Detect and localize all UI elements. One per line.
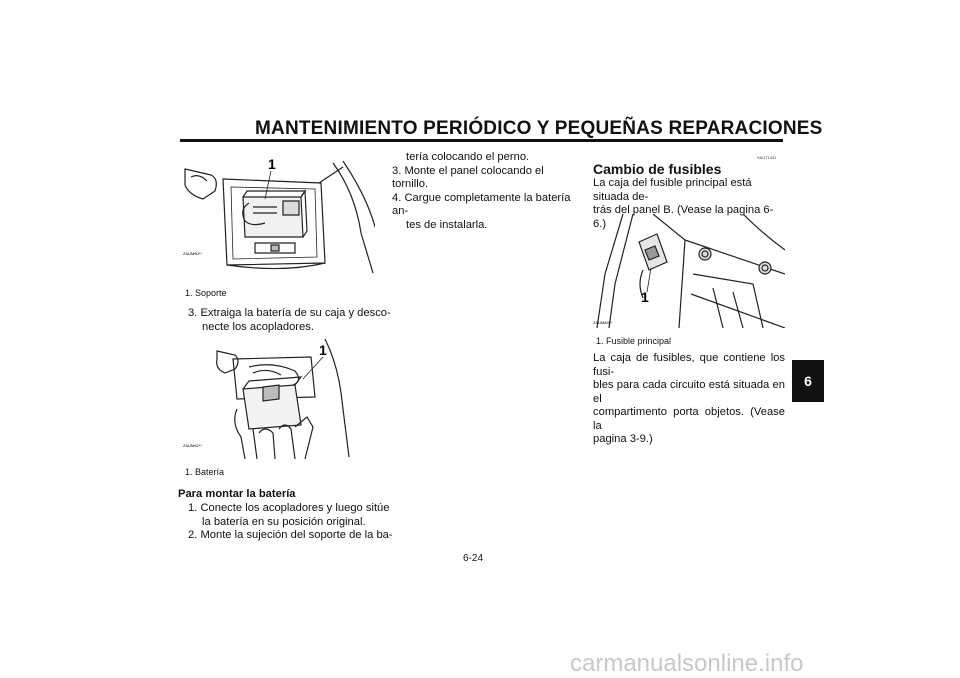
figure-code: ZAUM60** bbox=[183, 251, 202, 256]
text-line: La caja de fusibles, que contiene los fusi- bbox=[593, 352, 785, 378]
watermark: carmanualsonline.info bbox=[570, 650, 804, 677]
step-line: 3. Extraiga la batería de su caja y desco- bbox=[188, 307, 391, 319]
text-line: bles para cada circuito está situada en el bbox=[593, 379, 785, 405]
page-title: MANTENIMIENTO PERIÓDICO Y PEQUEÑAS REPARACIONES bbox=[255, 118, 823, 139]
step-line: la batería en su posición original. bbox=[202, 515, 366, 528]
figure-battery-holder bbox=[183, 157, 375, 275]
figure-caption: 1. Soporte bbox=[185, 288, 227, 298]
page-number: 6-24 bbox=[463, 553, 484, 564]
instruction-continuation bbox=[386, 151, 578, 232]
step-line: 2. Monte la sujeción del soporte de la ba- bbox=[188, 529, 393, 541]
section-subheading: Para montar la batería bbox=[178, 488, 296, 500]
figure-code: ZAUM62** bbox=[183, 443, 202, 448]
instruction-step bbox=[188, 502, 397, 543]
callout-number: 1 bbox=[268, 157, 276, 172]
title-rule bbox=[180, 139, 783, 142]
chapter-tab: 6 bbox=[792, 360, 824, 402]
figure-code: ZAUM63** bbox=[593, 320, 612, 325]
callout-number: 1 bbox=[641, 289, 649, 305]
instruction-step bbox=[188, 307, 392, 334]
section-code: SAUT1431 bbox=[757, 155, 777, 160]
step-line: necte los acopladores. bbox=[202, 320, 314, 333]
figure-main-fuse bbox=[593, 214, 785, 328]
step-line: tería colocando el perno. bbox=[406, 151, 530, 163]
text-line: compartimento porta objetos. (Vease la bbox=[593, 406, 785, 432]
step-line: 3. Monte el panel colocando el tornillo. bbox=[392, 164, 544, 190]
figure-caption: 1. Batería bbox=[185, 467, 225, 477]
step-line: 1. Conecte los acopladores y luego sitúe bbox=[188, 502, 390, 514]
step-line: tes de instalarla. bbox=[406, 218, 488, 231]
text-line: trás del panel B. (Vease la pagina 6-6.) bbox=[593, 204, 774, 230]
figure-battery-removal bbox=[183, 337, 375, 459]
callout-number: 1 bbox=[319, 342, 327, 358]
step-line: 4. Cargue completamente la batería an- bbox=[392, 191, 571, 217]
text-line: La caja del fusible principal está situada de- bbox=[593, 177, 752, 203]
body-paragraph bbox=[593, 352, 785, 447]
figure-caption: 1. Fusible principal bbox=[596, 336, 672, 346]
section-heading: Cambio de fusibles bbox=[593, 161, 722, 177]
text-line: pagina 3-9.) bbox=[593, 433, 653, 445]
